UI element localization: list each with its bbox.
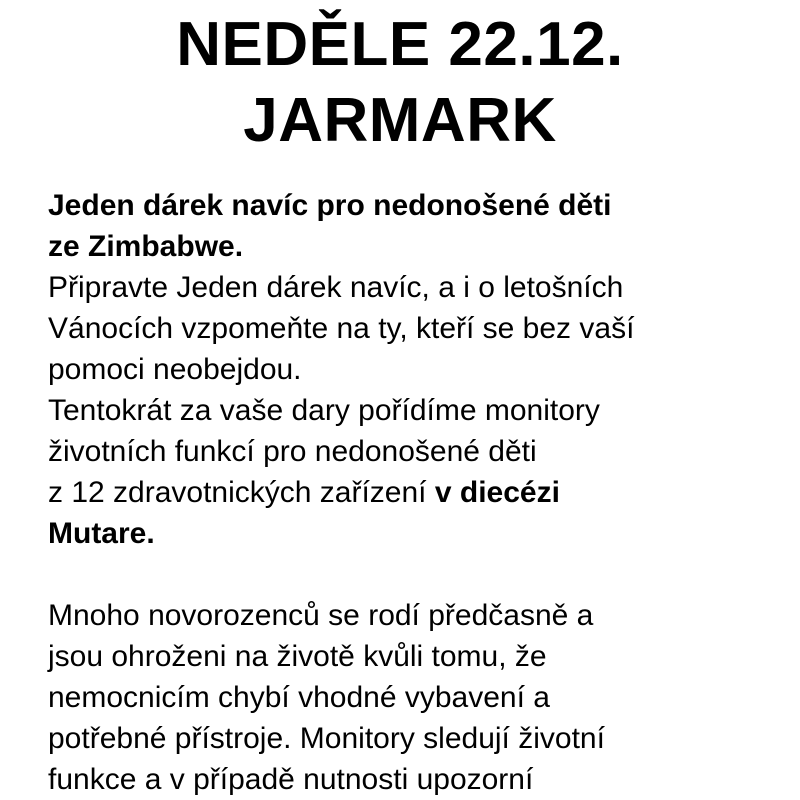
paragraph-text: z 12 zdravotnických zařízení	[48, 476, 435, 509]
paragraph-line: funkce a v případě nutnosti upozorní	[48, 763, 534, 796]
page-title-event: JARMARK	[243, 86, 557, 155]
paragraph-line: životních funkcí pro nedonošené děti	[48, 435, 537, 468]
paragraph-line: Připravte Jeden dárek navíc, a i o letošních	[48, 271, 624, 304]
paragraph-line: pomoci neobejdou.	[48, 353, 302, 386]
paragraph-line: potřebné přístroje. Monitory sledují životní	[48, 722, 605, 755]
headline-line: ze Zimbabwe.	[48, 230, 244, 263]
diocese-name: Mutare.	[48, 517, 155, 550]
paragraph-spacer	[48, 554, 768, 595]
diocese-emphasis: v diecézi	[434, 476, 560, 509]
paragraph-line	[48, 472, 768, 513]
paragraph-line: nemocnicím chybí vhodné vybavení a	[48, 681, 550, 714]
paragraph-line: Mnoho novorozenců se rodí předčasně a	[48, 599, 594, 632]
flyer-body	[48, 185, 768, 800]
paragraph-line: Tentokrát za vaše dary pořídíme monitory	[48, 394, 600, 427]
page-title-date: NEDĚLE 22.12.	[176, 10, 624, 79]
paragraph-line: Vánocích vzpomeňte na ty, kteří se bez vaší	[48, 312, 635, 345]
paragraph-line: jsou ohroženi na životě kvůli tomu, že	[48, 640, 547, 673]
headline-line: Jeden dárek navíc pro nedonošené děti	[48, 189, 612, 222]
